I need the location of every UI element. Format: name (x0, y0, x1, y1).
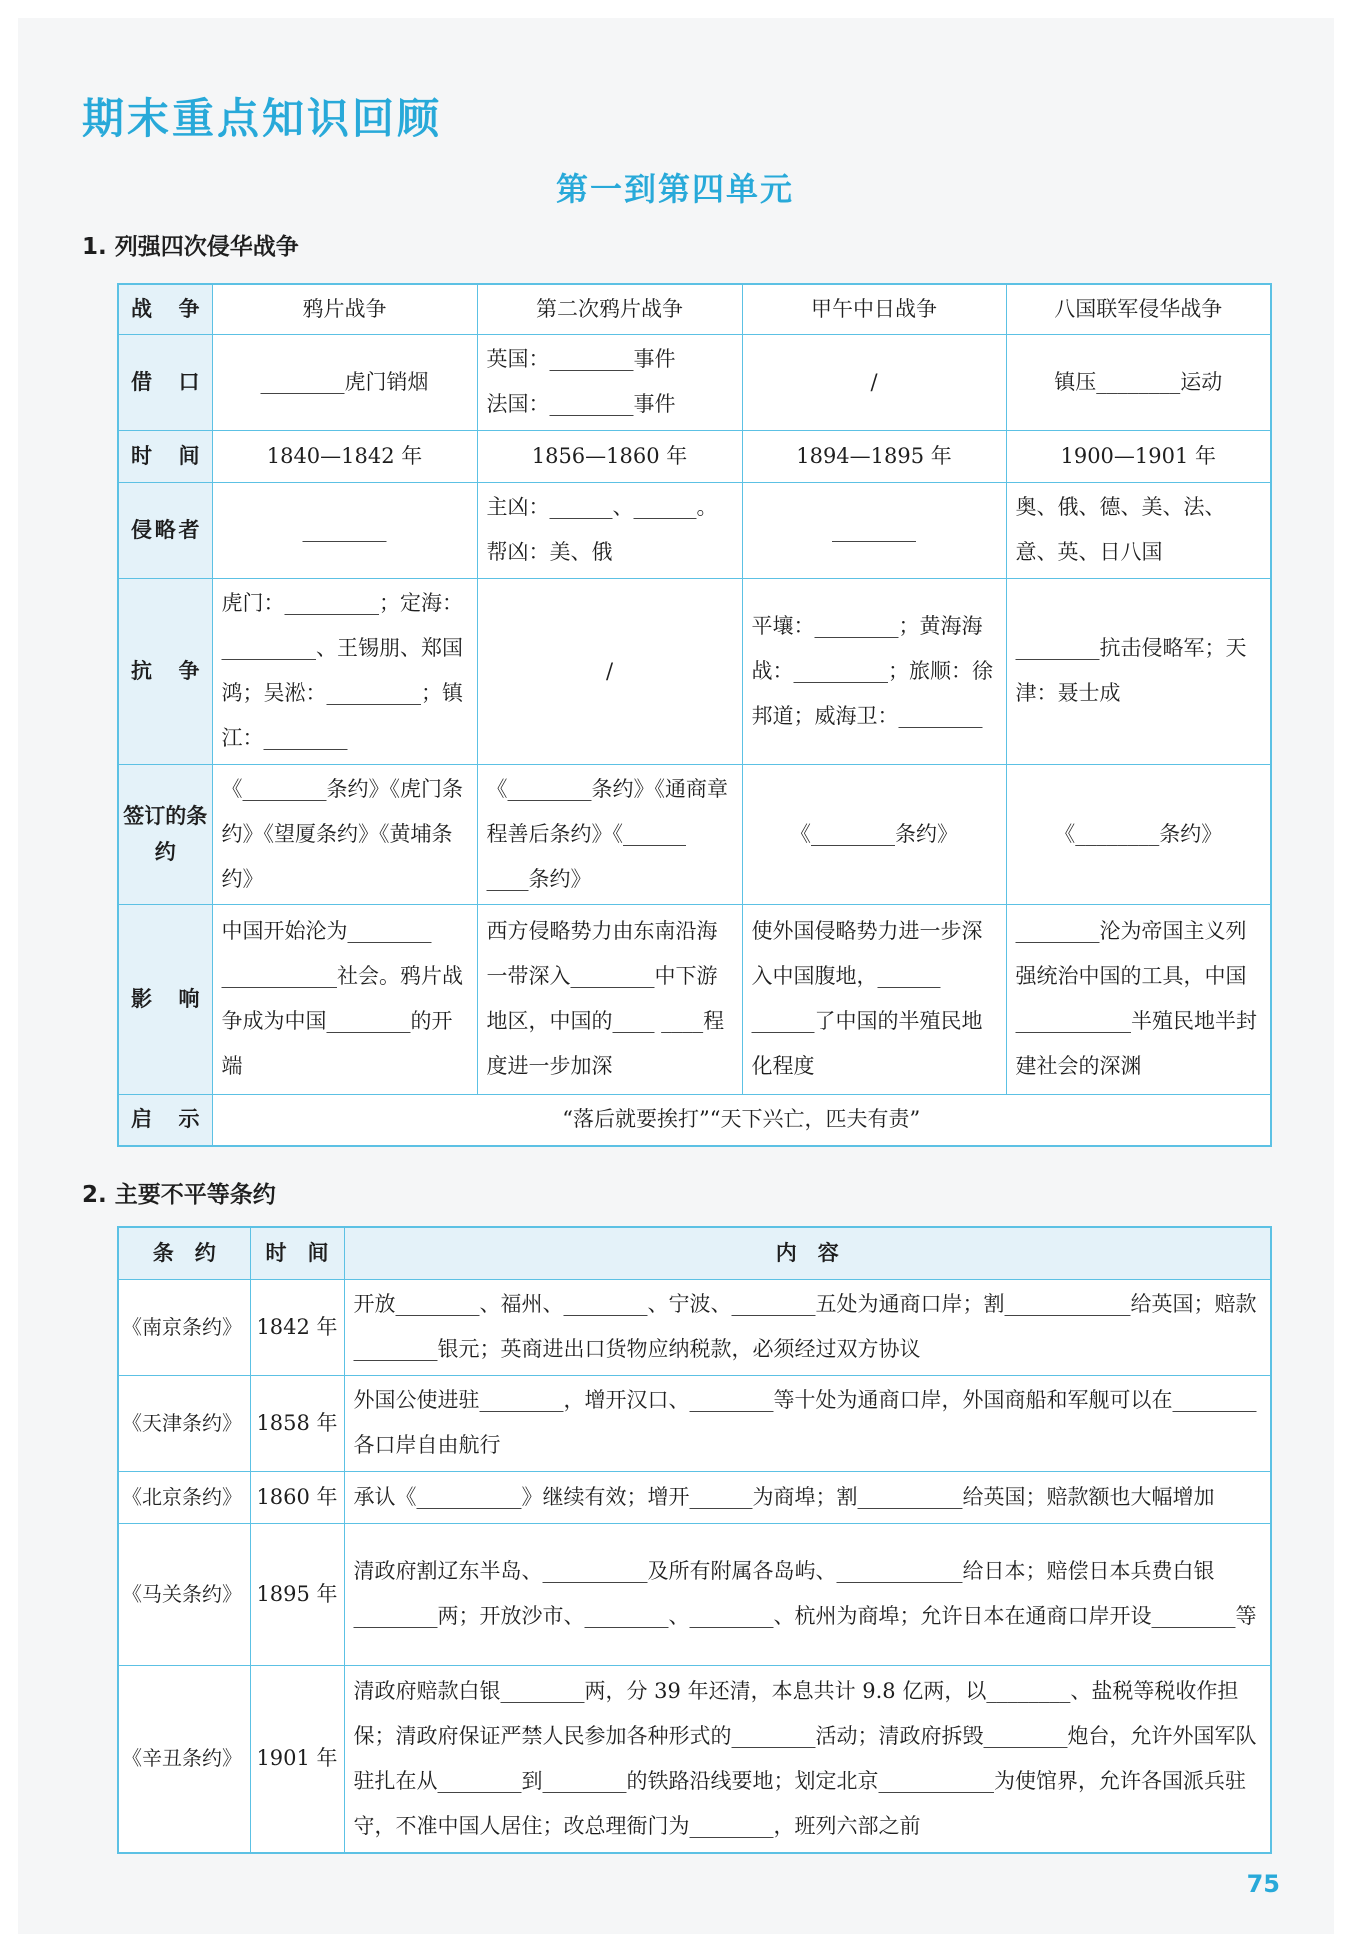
table-cell: 西方侵略势力由东南沿海一带深入________中下游地区，中国的____ ____程度进一步加深 (477, 904, 742, 1094)
treaty-year: 1895 年 (250, 1523, 344, 1665)
table-cell: 主凶：______、______。 帮凶：美、俄 (477, 482, 742, 578)
table-cell: 奥、俄、德、美、法、意、英、日八国 (1006, 482, 1271, 578)
row-label: 签订的条约 (118, 764, 212, 904)
treaties-table (117, 1226, 1272, 1854)
treaty-name: 《辛丑条约》 (118, 1665, 250, 1853)
row-label: 借 口 (118, 334, 212, 430)
table-row (118, 1375, 1271, 1471)
hint-text: “落后就要挨打”“天下兴亡，匹夫有责” (212, 1094, 1271, 1146)
treaty-content: 外国公使进驻________，增开汉口、________等十处为通商口岸，外国商船和军舰可以在________各口岸自由航行 (344, 1375, 1271, 1471)
table-row (118, 482, 1271, 578)
row-label: 影 响 (118, 904, 212, 1094)
treaty-name: 《天津条约》 (118, 1375, 250, 1471)
treaty-content: 清政府割辽东半岛、__________及所有附属各岛屿、____________给日本；赔偿日本兵费白银________两；开放沙市、________、________、杭州为商埠；允许日本在通商口岸开设________等 (344, 1523, 1271, 1665)
table-row (118, 764, 1271, 904)
unit-title: 第一到第四单元 (555, 170, 794, 208)
table-cell: 1900—1901 年 (1006, 430, 1271, 482)
row-label: 抗 争 (118, 578, 212, 764)
header-cell: 内 容 (344, 1227, 1271, 1279)
section-heading-wars: 1. 列强四次侵华战争 (82, 234, 299, 260)
table-cell: 1840—1842 年 (212, 430, 477, 482)
table-row (118, 430, 1271, 482)
table-row (118, 578, 1271, 764)
table-cell: 使外国侵略势力进一步深入中国腹地，______ ______了中国的半殖民地化程度 (742, 904, 1006, 1094)
table-cell: / (742, 334, 1006, 430)
table-row (118, 334, 1271, 430)
table-row (118, 1279, 1271, 1375)
table-row (118, 1471, 1271, 1523)
treaty-name: 《北京条约》 (118, 1471, 250, 1523)
treaty-year: 1901 年 (250, 1665, 344, 1853)
table-row (118, 284, 1271, 334)
table-cell: 平壤：________；黄海海战：_________；旅顺：徐邦道；威海卫：________ (742, 578, 1006, 764)
header-cell: 第二次鸦片战争 (477, 284, 742, 334)
table-row (118, 1523, 1271, 1665)
table-cell: 中国开始沦为________ ___________社会。鸦片战争成为中国________的开端 (212, 904, 477, 1094)
table-cell: ________沦为帝国主义列强统治中国的工具，中国___________半殖民地半封建社会的深渊 (1006, 904, 1271, 1094)
row-label: 启 示 (118, 1094, 212, 1146)
treaty-year: 1842 年 (250, 1279, 344, 1375)
header-cell: 时 间 (250, 1227, 344, 1279)
table-cell: ________ (212, 482, 477, 578)
treaty-content: 清政府赔款白银________两，分 39 年还清，本息共计 9.8 亿两，以________、盐税等税收作担保；清政府保证严禁人民参加各种形式的________活动；清政府拆毁________炮台，允许外国军队驻扎在从________到________的铁路沿线要地；划定北京___________为使馆界，允许各国派兵驻守，不准中国人居住；改总理衙门为________，班列六部之前 (344, 1665, 1271, 1853)
treaty-content: 开放________、福州、________、宁波、________五处为通商口岸；割____________给英国；赔款________银元；英商进出口货物应纳税款，必须经过双方协议 (344, 1279, 1271, 1375)
treaty-name: 《马关条约》 (118, 1523, 250, 1665)
treaty-content: 承认《__________》继续有效；增开______为商埠；割__________给英国；赔款额也大幅增加 (344, 1471, 1271, 1523)
table-row (118, 1094, 1271, 1146)
table-cell: 1856—1860 年 (477, 430, 742, 482)
table-cell: 镇压________运动 (1006, 334, 1271, 430)
section-heading-treaties: 2. 主要不平等条约 (82, 1182, 276, 1208)
header-cell: 战 争 (118, 284, 212, 334)
row-label: 侵略者 (118, 482, 212, 578)
table-row (118, 904, 1271, 1094)
table-cell: 英国：________事件 法国：________事件 (477, 334, 742, 430)
header-cell: 条 约 (118, 1227, 250, 1279)
table-cell: 虎门：_________；定海：_________、王锡朋、郑国鸿；吴淞：_________；镇江：________ (212, 578, 477, 764)
table-cell: / (477, 578, 742, 764)
table-cell: 《________条约》《通商章程善后条约》《______ ____条约》 (477, 764, 742, 904)
table-cell: ________抗击侵略军；天津：聂士成 (1006, 578, 1271, 764)
table-cell: ________ (742, 482, 1006, 578)
treaty-year: 1860 年 (250, 1471, 344, 1523)
wars-table (117, 283, 1272, 1147)
table-cell: 《________条约》《虎门条约》《望厦条约》《黄埔条约》 (212, 764, 477, 904)
header-cell: 甲午中日战争 (742, 284, 1006, 334)
row-label: 时 间 (118, 430, 212, 482)
table-cell: 《________条约》 (1006, 764, 1271, 904)
page-title: 期末重点知识回顾 (82, 94, 443, 143)
treaty-year: 1858 年 (250, 1375, 344, 1471)
treaty-name: 《南京条约》 (118, 1279, 250, 1375)
page-number: 75 (1246, 1870, 1280, 1898)
table-row (118, 1665, 1271, 1853)
table-cell: 1894—1895 年 (742, 430, 1006, 482)
table-row (118, 1227, 1271, 1279)
table-cell: ________虎门销烟 (212, 334, 477, 430)
table-cell: 《________条约》 (742, 764, 1006, 904)
header-cell: 鸦片战争 (212, 284, 477, 334)
header-cell: 八国联军侵华战争 (1006, 284, 1271, 334)
